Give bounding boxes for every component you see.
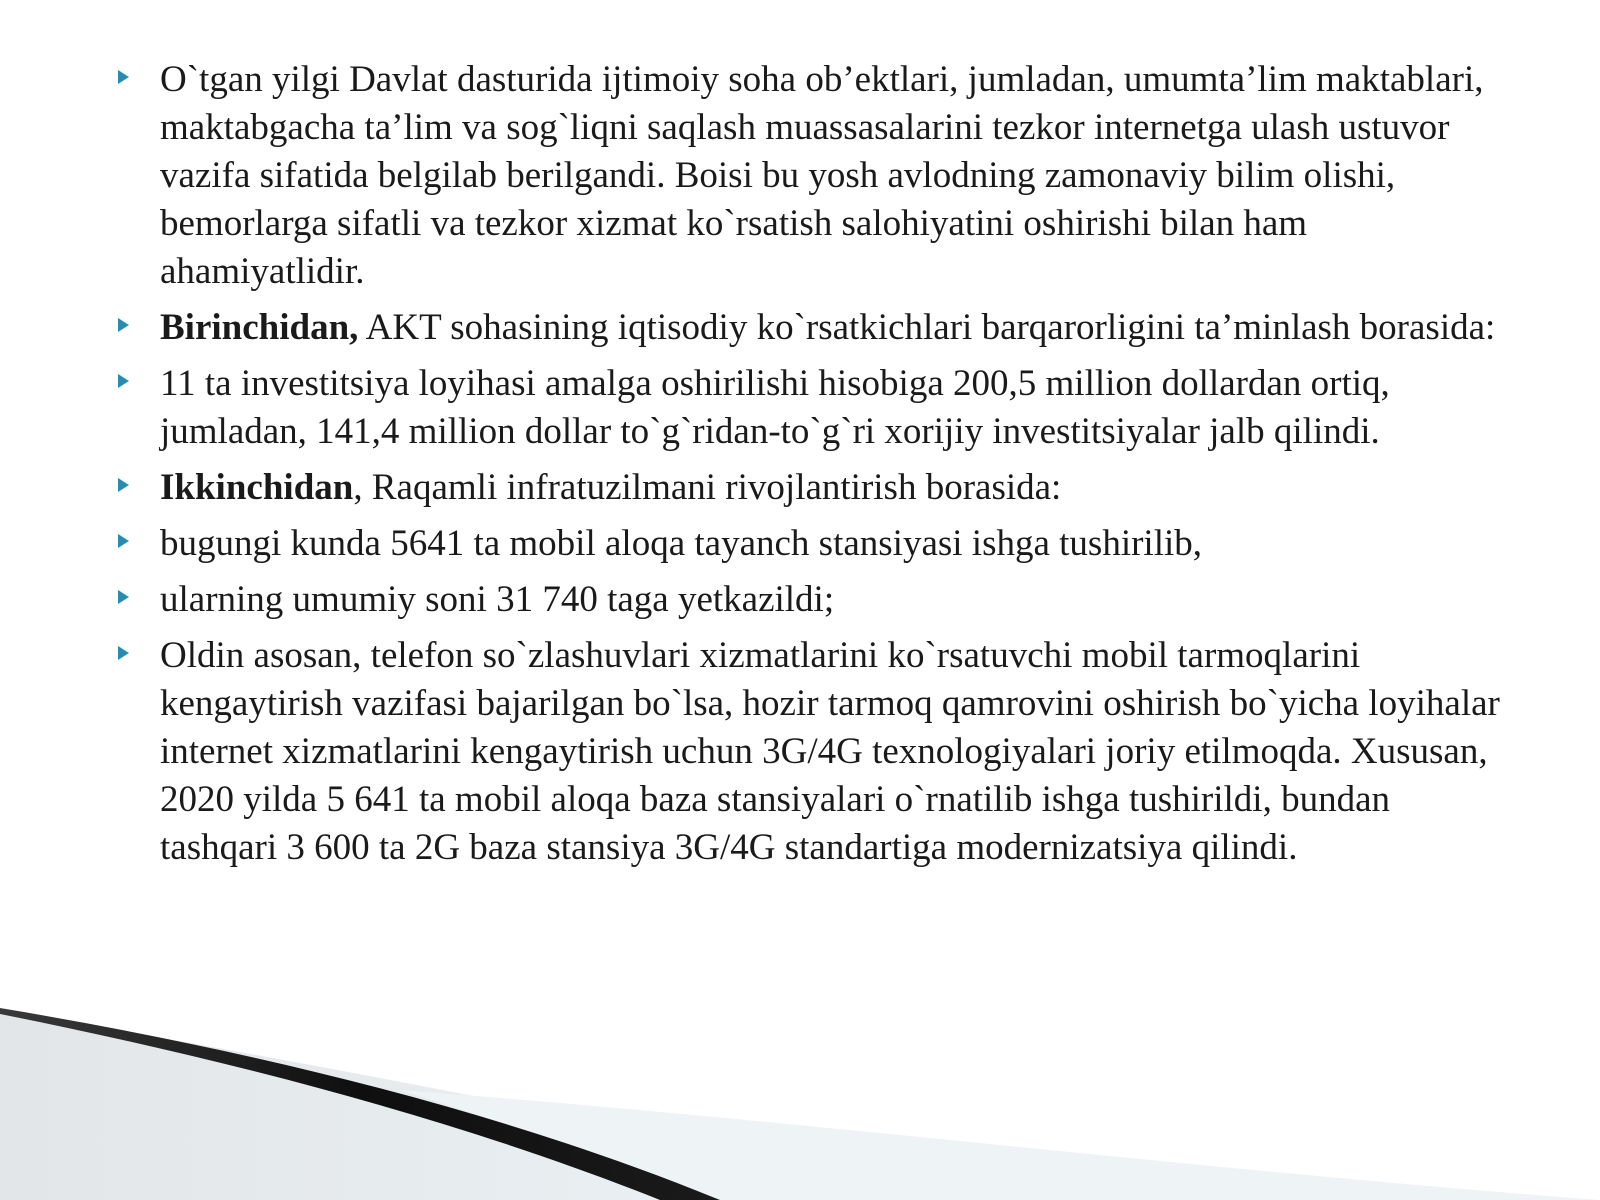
triangle-bullet-icon bbox=[118, 590, 129, 604]
bullet-text: O`tgan yilgi Davlat dasturida ijtimoiy soha ob’ektlari, jumladan, umumta’lim maktablari, maktabgacha ta’lim va sog`liqni saqlash muassasalarini tezkor internetga ulash ustuvor vazifa sifatida belgilab berilgandi. Boisi bu yosh avlodning zamonaviy bilim olishi, bemorlarga sifatli va tezkor xizmat ko`rsatish salohiyatini oshirishi bilan ham ahamiyatlidir. bbox=[160, 59, 1484, 292]
bullet-lead: Birinchidan, bbox=[160, 307, 359, 348]
bullet-item bbox=[0, 56, 1600, 296]
bullet-text: , Raqamli infratuzilmani rivojlantirish borasida: bbox=[353, 467, 1062, 508]
bullet-text: Oldin asosan, telefon so`zlashuvlari xizmatlarini ko`rsatuvchi mobil tarmoqlarini kengaytirish vazifasi bajarilgan bo`lsa, hozir tarmoq qamrovini oshirish bo`yicha loyihalar internet xizmatlarini kengaytirish uchun 3G/4G texnologiyalari joriy etilmoqda. Xususan, 2020 yilda 5 641 ta mobil aloqa baza stansiyalari o`rnatilib ishga tushirildi, bundan tashqari 3 600 ta 2G baza stansiya 3G/4G standartiga modernizatsiya qilindi. bbox=[160, 635, 1500, 868]
bullet-item bbox=[0, 464, 1600, 512]
bullet-item bbox=[0, 360, 1600, 456]
bullet-text: 11 ta investitsiya loyihasi amalga oshirilishi hisobiga 200,5 million dollardan ortiq, jumladan, 141,4 million dollar to`g`ridan-to`g`ri xorijiy investitsiyalar jalb qilindi. bbox=[160, 363, 1390, 452]
bullet-text: AKT sohasining iqtisodiy ko`rsatkichlari barqarorligini ta’minlash borasida: bbox=[358, 307, 1496, 348]
triangle-bullet-icon bbox=[118, 70, 129, 84]
bullet-list bbox=[0, 56, 1600, 880]
bullet-text: ularning umumiy soni 31 740 taga yetkazildi; bbox=[160, 579, 835, 620]
swoosh-decoration bbox=[0, 1000, 1600, 1200]
bullet-item bbox=[0, 632, 1600, 872]
bullet-item bbox=[0, 304, 1600, 352]
triangle-bullet-icon bbox=[118, 478, 129, 492]
bullet-lead: Ikkinchidan bbox=[160, 467, 354, 508]
triangle-bullet-icon bbox=[118, 318, 129, 332]
triangle-bullet-icon bbox=[118, 646, 129, 660]
triangle-bullet-icon bbox=[118, 534, 129, 548]
bullet-text: bugungi kunda 5641 ta mobil aloqa tayanch stansiyasi ishga tushirilib, bbox=[160, 523, 1203, 564]
triangle-bullet-icon bbox=[118, 374, 129, 388]
bullet-item bbox=[0, 520, 1600, 568]
bullet-item bbox=[0, 576, 1600, 624]
